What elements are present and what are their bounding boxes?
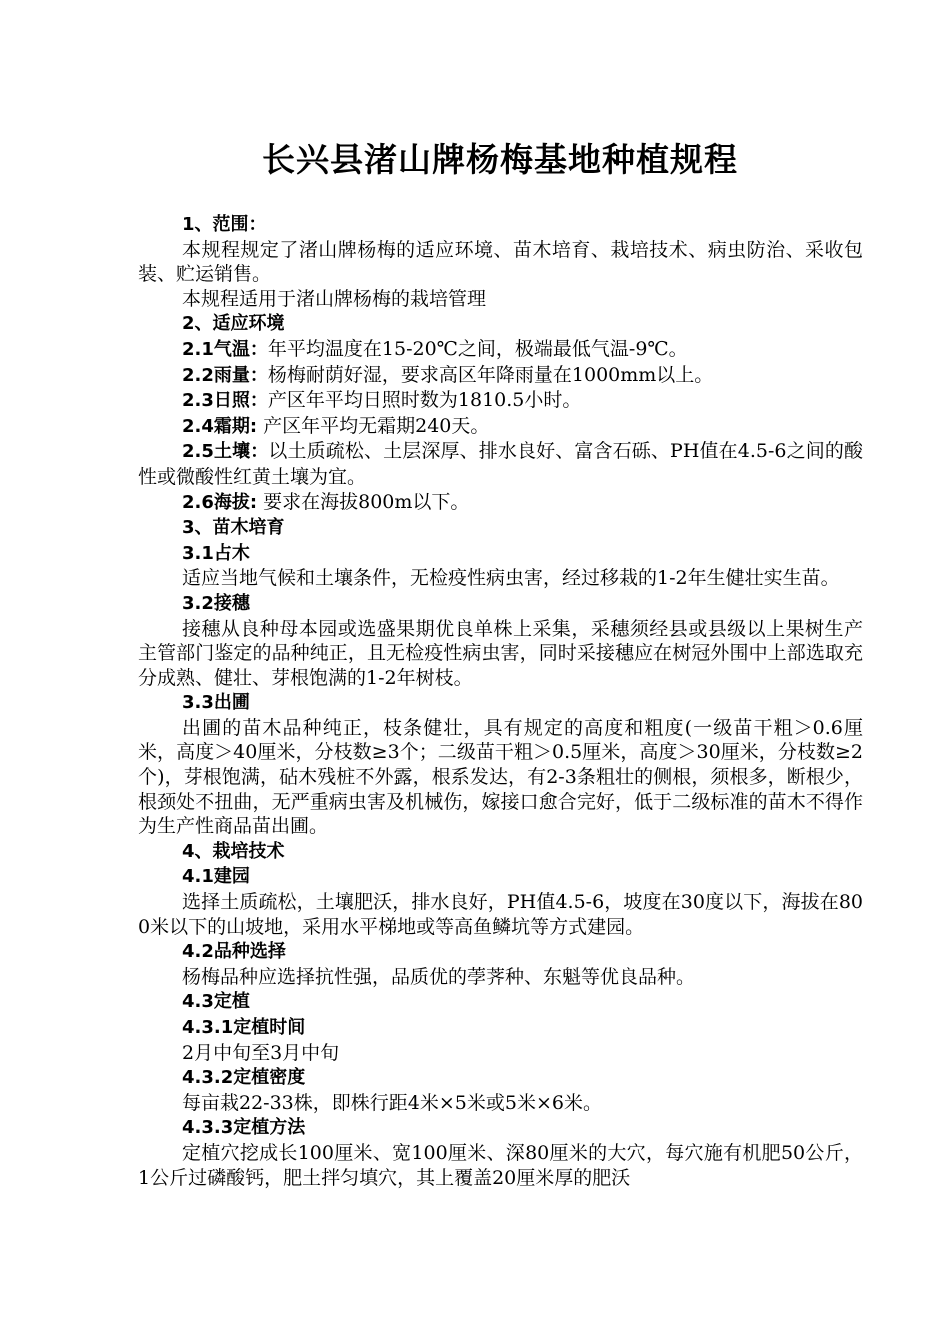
body-paragraph — [138, 238, 863, 287]
paragraph-text: 杨梅耐荫好湿，要求高区年降雨量在1000mm以上。 — [267, 363, 714, 386]
section-number: 2.6 — [182, 491, 214, 513]
section-number: 4.3.3 — [182, 1117, 234, 1139]
section-heading-text: 1、范围： — [182, 214, 267, 235]
section-label: 霜期: — [213, 415, 258, 437]
paragraph-text: 要求在海拔800m以下。 — [257, 490, 470, 513]
body-paragraph — [138, 1041, 863, 1066]
section-number: 2.1 — [182, 338, 214, 360]
section-label: 土壤： — [213, 441, 269, 463]
paragraph-text: 本规程适用于渚山牌杨梅的栽培管理 — [182, 287, 487, 310]
section-label: 海拔: — [213, 491, 258, 513]
body-paragraph — [138, 890, 863, 939]
labeled-paragraph — [138, 439, 863, 489]
section-label: 气温： — [213, 338, 268, 360]
subsection-heading — [138, 989, 863, 1015]
body-paragraph — [138, 965, 863, 990]
section-label: 品种选择 — [213, 941, 286, 963]
section-number: 4.2 — [182, 941, 214, 963]
section-label: 建园 — [213, 866, 250, 888]
body-paragraph — [138, 617, 863, 691]
paragraph-text: 年平均温度在15-20℃之间，极端最低气温-9℃。 — [267, 337, 688, 360]
section-number: 3.2 — [182, 592, 214, 614]
subsection-heading — [138, 1015, 863, 1041]
paragraph-text: 选择土质疏松，土壤肥沃，排水良好，PH值4.5-6，坡度在30度以下，海拔在800米以下的山坡地，采用水平梯地或等高鱼鳞坑等方式建园。 — [138, 891, 863, 938]
paragraph-text: 杨梅品种应选择抗性强，品质优的荸荠种、东魁等优良品种。 — [182, 965, 696, 988]
section-number: 4.3.1 — [182, 1017, 234, 1038]
section-label: 出圃 — [213, 692, 250, 714]
subsection-heading — [138, 541, 863, 567]
section-number: 2.5 — [182, 441, 214, 463]
paragraph-text: 产区年平均日照时数为1810.5小时。 — [267, 389, 582, 412]
section-label: 日照： — [213, 390, 268, 412]
document-body — [138, 212, 863, 1190]
body-paragraph — [138, 287, 863, 312]
section-number: 2.3 — [182, 390, 214, 412]
paragraph-text: 本规程规定了渚山牌杨梅的适应环境、苗木培育、栽培技术、病虫防治、采收包装、贮运销售。 — [138, 238, 863, 286]
paragraph-text: 以土质疏松、土层深厚、排水良好、富含石砾、PH值在4.5-6之间的酸性或微酸性红黄土壤为宜。 — [138, 440, 863, 488]
document-title: 长兴县渚山牌杨梅基地种植规程 — [262, 140, 738, 179]
subsection-heading — [138, 690, 863, 716]
paragraph-text: 每亩栽22-33株，即株行距4米×5米或5米×6米。 — [182, 1091, 602, 1114]
body-paragraph — [138, 1141, 863, 1190]
section-label: 占木 — [213, 542, 250, 564]
section-label: 接穗 — [213, 592, 250, 614]
section-number: 3.3 — [182, 692, 214, 714]
section-number: 4.3.2 — [182, 1067, 234, 1089]
subsection-heading — [138, 1115, 863, 1141]
section-label: 定植时间 — [233, 1017, 306, 1038]
subsection-heading — [138, 864, 863, 890]
labeled-paragraph — [138, 388, 863, 414]
section-number: 4.1 — [182, 866, 214, 888]
labeled-paragraph — [138, 490, 863, 516]
section-number: 4.3 — [182, 991, 214, 1013]
paragraph-text: 2月中旬至3月中旬 — [182, 1041, 340, 1064]
paragraph-text: 适应当地气候和土壤条件，无检疫性病虫害，经过移栽的1-2年生健壮实生苗。 — [182, 567, 840, 590]
paragraph-text: 出圃的苗木品种纯正，枝条健壮，具有规定的高度和粗度(一级苗干粗＞0.6厘米，高度＞40厘米，分枝数≥3个；二级苗干粗＞0.5厘米，高度＞30厘米，分枝数≥2个)，芽根饱满，砧木残桩不外露，根系发达，有2-3条粗壮的侧根，须根多，断根少，根颈处不扭曲，无严重病虫害及机械伤，嫁接口愈合完好，低于二级标准的苗木不得作为生产性商品苗出圃。 — [138, 716, 863, 838]
section-number: 2.2 — [182, 364, 214, 386]
body-paragraph — [138, 1091, 863, 1116]
paragraph-text: 接穗从良种母本园或选盛果期优良单株上采集，采穗须经县或县级以上果树生产主管部门鉴定的品种纯正，且无检疫性病虫害，同时采接穗应在树冠外围中上部选取充分成熟、健壮、芽根饱满的1-2年树枝。 — [138, 617, 863, 689]
section-label: 定植方法 — [233, 1117, 306, 1139]
section-label: 雨量： — [213, 364, 268, 386]
paragraph-text: 定植穴挖成长100厘米、宽100厘米、深80厘米的大穴，每穴施有机肥50公斤，1公斤过磷酸钙，肥土拌匀填穴，其上覆盖20厘米厚的肥沃 — [138, 1141, 863, 1189]
body-paragraph — [138, 716, 863, 839]
section-heading-text: 4、栽培技术 — [182, 840, 285, 862]
subsection-heading — [138, 591, 863, 617]
section-number: 3.1 — [182, 542, 214, 564]
section-label: 定植密度 — [233, 1067, 306, 1089]
section-heading — [138, 515, 863, 541]
section-heading — [138, 212, 863, 238]
section-number: 2.4 — [182, 415, 214, 437]
section-heading — [138, 839, 863, 865]
paragraph-text: 产区年平均无霜期240天。 — [257, 414, 490, 437]
subsection-heading — [138, 1065, 863, 1091]
section-heading — [138, 311, 863, 337]
labeled-paragraph — [138, 337, 863, 363]
body-paragraph — [138, 566, 863, 591]
section-label: 定植 — [213, 991, 250, 1013]
subsection-heading — [138, 939, 863, 965]
labeled-paragraph — [138, 363, 863, 389]
section-heading-text: 3、苗木培育 — [182, 517, 285, 539]
labeled-paragraph — [138, 414, 863, 440]
section-heading-text: 2、适应环境 — [182, 313, 285, 335]
